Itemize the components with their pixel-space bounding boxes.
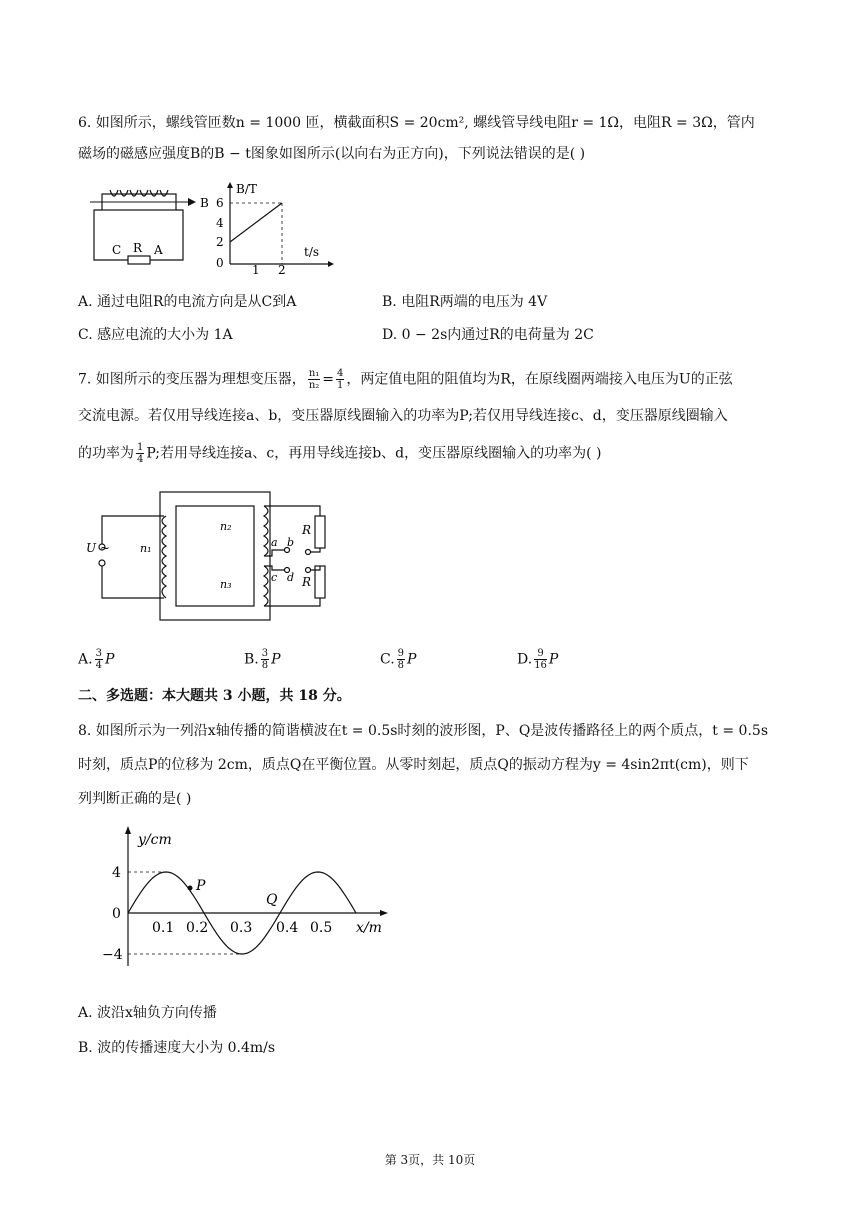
q8-stem-line1: 8. 如图所示为一列沿x轴传播的简谐横波在t = 0.5s时刻的波形图，P、Q是波传播路径上的两个质点，t = 0.5s — [78, 723, 769, 739]
q8-stem-line3: 列判断正确的是( ) — [78, 791, 192, 807]
terminal-b-label: b — [287, 536, 295, 549]
x-tick-0.4: 0.4 — [276, 920, 299, 936]
n2-label: n₂ — [220, 520, 232, 533]
x-tick-0.3: 0.3 — [230, 920, 253, 936]
y-tick-0: 0 — [112, 906, 121, 922]
terminal-d-label: d — [287, 571, 295, 584]
q6-stem-line1: 6. 如图所示，螺线管匝数n = 1000 匝，横截面积S = 20cm², 螺线管导线电阻r = 1Ω，电阻R = 3Ω，管内 — [78, 115, 755, 131]
circuit-label-a: A — [154, 243, 163, 257]
source-terminal-bottom — [99, 560, 105, 566]
q7-line1-post: ，两定值电阻的阻值均为R，在原线圈两端接入电压为U的正弦 — [346, 371, 733, 388]
source-label: U ~ — [86, 541, 110, 555]
wave-ylabel: y/cm — [138, 832, 172, 848]
secondary-coil-upper — [264, 506, 268, 556]
x-tick-0.1: 0.1 — [152, 920, 175, 936]
primary-coil — [162, 516, 166, 598]
q6-figure — [88, 182, 348, 274]
terminal-a-label: a — [271, 536, 278, 549]
q7-option-b[interactable]: B. $\frac{3}{8}$ P — [244, 648, 281, 671]
q7-transformer-figure — [82, 486, 342, 626]
y-tick-neg4: −4 — [102, 947, 123, 963]
field-arrow-icon — [188, 198, 196, 206]
y-axis-arrow-icon — [125, 826, 131, 834]
q7-stem-line1 — [78, 368, 733, 391]
n1-label: n₁ — [140, 542, 152, 555]
q6-option-a[interactable]: A. 通过电阻R的电流方向是从C到A — [78, 294, 297, 310]
point-q-label: Q — [266, 892, 278, 908]
x-tick-0.2: 0.2 — [186, 920, 209, 936]
q7-option-d[interactable]: D. $\frac{9}{16}$ P — [517, 648, 559, 671]
y-tick-4: 4 — [112, 865, 121, 881]
q7-quarter-fraction: $\frac{1}{4}$ — [137, 442, 144, 465]
circuit-resistor — [128, 256, 150, 264]
resistor-lower — [315, 566, 325, 598]
solenoid — [90, 190, 188, 210]
resistor-lower-label: R — [302, 575, 312, 589]
q7-line1-pre: 7. 如图所示的变压器为理想变压器， — [78, 371, 306, 388]
resistor-upper — [315, 516, 325, 548]
y-tick-4: 4 — [216, 216, 224, 230]
q7-option-a[interactable]: A. $\frac{3}{4}$ P — [78, 648, 115, 671]
x-axis-arrow-icon — [380, 910, 388, 916]
q6-option-d[interactable]: D. 0 − 2s内通过R的电荷量为 2C — [382, 327, 594, 343]
x-tick-2: 2 — [278, 263, 286, 274]
y-tick-0: 0 — [216, 256, 224, 270]
turns-ratio-left: $\frac{\text{n₁}}{\text{n₂}}$ — [308, 368, 320, 391]
n3-label: n₃ — [220, 578, 232, 591]
wave-xlabel: x/m — [356, 920, 382, 936]
page-footer: 第 3页，共 10页 — [384, 1153, 476, 1167]
resistor-upper-label: R — [302, 523, 312, 537]
terminal-b — [306, 550, 311, 555]
q8-wave-figure — [98, 826, 398, 976]
terminal-c-label: c — [271, 571, 278, 584]
turns-ratio-eq: = — [322, 371, 334, 388]
q7-stem-line3: 的功率为 $\frac{1}{4}$ P;若用导线连接a、c，再用导线连接b、d，变压器原线圈输入的功率为( ) — [78, 442, 602, 465]
q8-option-a[interactable]: A. 波沿x轴负方向传播 — [78, 1005, 217, 1021]
y-tick-2: 2 — [216, 235, 224, 249]
q8-option-b[interactable]: B. 波的传播速度大小为 0.4m/s — [78, 1040, 276, 1056]
turns-ratio-right: $\frac{4}{1}$ — [337, 368, 344, 391]
y-axis-arrow-icon — [227, 182, 233, 188]
q8-stem-line2: 时刻，质点P的位移为 2cm，质点Q在平衡位置。从零时刻起，质点Q的振动方程为y = 4sin2πt(cm)，则下 — [78, 757, 749, 773]
q6-option-c[interactable]: C. 感应电流的大小为 1A — [78, 327, 233, 343]
x-axis-arrow-icon — [328, 261, 334, 267]
q7-stem-line2: 交流电源。若仅用导线连接a、b，变压器原线圈输入的功率为P;若仅用导线连接c、d，变压器原线圈输入 — [78, 408, 728, 424]
b-t-line — [230, 203, 282, 242]
q6-option-b[interactable]: B. 电阻R两端的电压为 4V — [382, 294, 548, 310]
q7-option-c[interactable]: C. $\frac{9}{8}$ P — [380, 648, 417, 671]
circuit-label-c: C — [112, 243, 122, 257]
x-tick-0.5: 0.5 — [310, 920, 333, 936]
secondary-coil-lower — [264, 566, 268, 606]
point-p-label: P — [196, 878, 206, 894]
terminal-d — [306, 568, 311, 573]
graph-ylabel: B/T — [236, 182, 257, 196]
circuit-label-r: R — [133, 241, 143, 255]
graph-xlabel: t/s — [304, 245, 320, 259]
q6-stem-line2: 磁场的磁感应强度B的B − t图象如图所示(以向右为正方向)，下列说法错误的是( ) — [78, 146, 586, 162]
x-tick-1: 1 — [252, 263, 260, 274]
section-heading-multi-choice: 二、多选题：本大题共 3 小题，共 18 分。 — [78, 688, 351, 704]
point-p-marker — [188, 886, 193, 891]
y-tick-6: 6 — [216, 196, 224, 210]
field-label: B — [200, 196, 209, 210]
